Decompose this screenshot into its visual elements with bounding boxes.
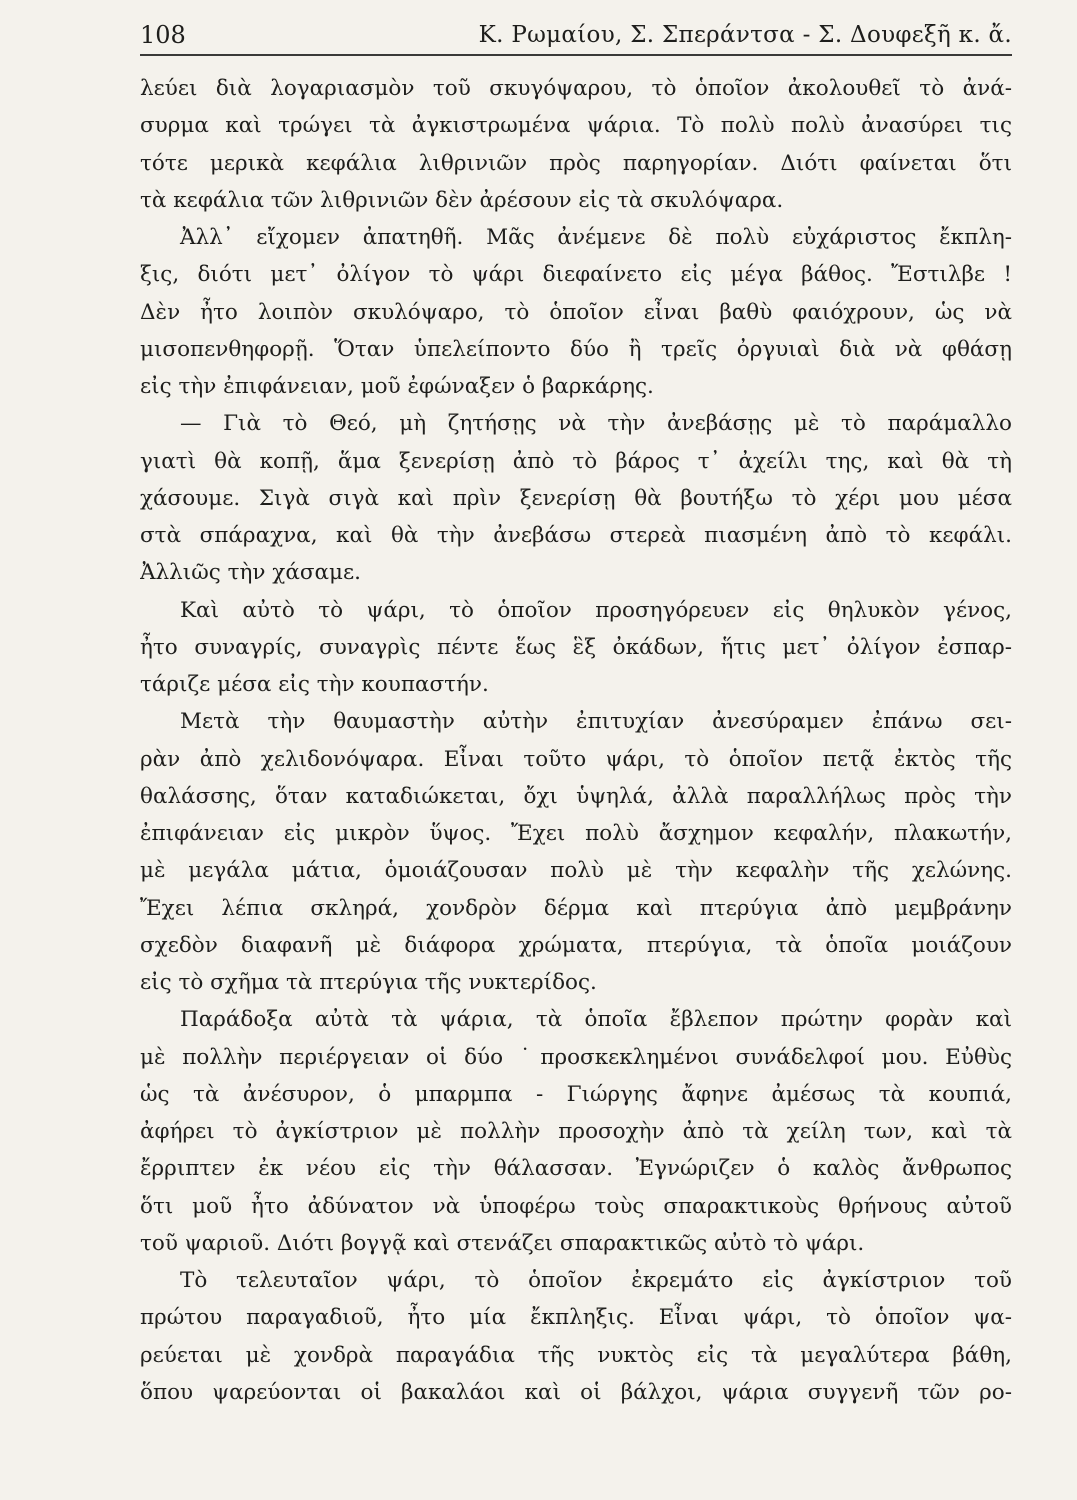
text-line: Ἀλλ᾽ εἴχομεν ἀπατηθῆ. Μᾶς ἀνέμενε δὲ πολὺ εὐχάριστος ἔκπλη- — [180, 225, 1012, 250]
text-line: τὰ κεφάλια τῶν λιθρινιῶν δὲν ἀρέσουν εἰς τὰ σκυλόψαρα. — [140, 187, 784, 213]
text-line: Παράδοξα αὐτὰ τὰ ψάρια, τὰ ὁποῖα ἔβλεπον πρώτην φορὰν καὶ — [180, 1007, 1012, 1033]
text-line: πρώτου παραγαδιοῦ, ἦτο μία ἔκπληξις. Εἶναι ψάρι, τὸ ὁποῖον ψα- — [140, 1305, 1012, 1331]
text-line: γιατὶ θὰ κοπῇ, ἅμα ξενερίσῃ ἀπὸ τὸ βάρος τ᾽ ἀχείλι της, καὶ θὰ τὴ — [140, 448, 1012, 474]
text-line: συρμα καὶ τρώγει τὰ ἀγκιστρωμένα ψάρια. Τὸ πολὺ πολὺ ἀνασύρει τις — [140, 113, 1012, 139]
text-line: εἰς τὸ σχῆμα τὰ πτερύγια τῆς νυκτερίδος. — [140, 970, 597, 995]
text-line: τάριζε μέσα εἰς τὴν κουπαστήν. — [140, 672, 489, 697]
text-line: ἐπιφάνειαν εἰς μικρὸν ὕψος. Ἔχει πολὺ ἄσχημον κεφαλήν, πλακωτήν, — [140, 821, 1012, 846]
text-line: μὲ πολλὴν περιέργειαν οἱ δύο ˙προσκεκλημένοι συνάδελφοί μου. Εὐθὺς — [140, 1044, 1012, 1070]
text-line: ὅτι μοῦ ἦτο ἀδύνατον νὰ ὑποφέρω τοὺς σπαρακτικοὺς θρήνους αὐτοῦ — [140, 1193, 1012, 1219]
text-line: ὅπου ψαρεύονται οἱ βακαλάοι καὶ οἱ βάλχοι, ψάρια συγγενῆ τῶν ρο- — [140, 1379, 1012, 1405]
text-line: εἰς τὴν ἐπιφάνειαν, μοῦ ἐφώναξεν ὁ βαρκάρης. — [140, 374, 654, 399]
running-head — [140, 14, 1012, 56]
text-line: ὡς τὰ ἀνέσυρον, ὁ μπαρμπα - Γιώργης ἄφηνε ἀμέσως τὰ κουπιά, — [140, 1081, 1012, 1107]
text-line: Καὶ αὐτὸ τὸ ψάρι, τὸ ὁποῖον προσηγόρευεν εἰς θηλυκὸν γένος, — [180, 597, 1012, 623]
text-line: — Γιὰ τὸ Θεό, μὴ ζητήσῃς νὰ τὴν ἀνεβάσῃς μὲ τὸ παράμαλλο — [180, 411, 1012, 437]
text-line: χάσουμε. Σιγὰ σιγὰ καὶ πρὶν ξενερίσῃ θὰ βουτήξω τὸ χέρι μου μέσα — [140, 485, 1012, 511]
text-line: ρεύεται μὲ χονδρὰ παραγάδια τῆς νυκτὸς εἰς τὰ μεγαλύτερα βάθη, — [140, 1342, 1012, 1368]
text-line: σχεδὸν διαφανῆ μὲ διάφορα χρώματα, πτερύγια, τὰ ὁποῖα μοιάζουν — [140, 932, 1012, 958]
body-text — [140, 70, 1012, 1411]
text-line: λεύει διὰ λογαριασμὸν τοῦ σκυγόψαρου, τὸ ὁποῖον ἀκολουθεῖ τὸ ἀνά- — [140, 76, 1012, 101]
text-line: Δὲν ἦτο λοιπὸν σκυλόψαρο, τὸ ὁποῖον εἶναι βαθὺ φαιόχρουν, ὡς νὰ — [140, 299, 1012, 325]
text-line: Ἔχει λέπια σκληρά, χονδρὸν δέρμα καὶ πτερύγια ἀπὸ μεμβράνην — [140, 895, 1012, 921]
text-line: Μετὰ τὴν θαυμαστὴν αὐτὴν ἐπιτυχίαν ἀνεσύραμεν ἐπάνω σει- — [180, 709, 1012, 735]
text-line: Ἀλλιῶς τὴν χάσαμε. — [140, 560, 361, 586]
text-line: τότε μερικὰ κεφάλια λιθρινιῶν πρὸς παρηγορίαν. Διότι φαίνεται ὅτι — [140, 150, 1012, 176]
text-line: Τὸ τελευταῖον ψάρι, τὸ ὁποῖον ἐκρεμάτο εἰς ἀγκίστριον τοῦ — [180, 1268, 1012, 1293]
text-line: μὲ μεγάλα μάτια, ὁμοιάζουσαν πολὺ μὲ τὴν κεφαλὴν τῆς χελώνης. — [140, 858, 1012, 884]
page-number: 108 — [140, 21, 186, 49]
text-line: στὰ σπάραχνα, καὶ θὰ τὴν ἀνεβάσω στερεὰ πιασμένη ἀπὸ τὸ κεφάλι. — [140, 523, 1012, 548]
text-line: ξις, διότι μετ᾽ ὀλίγον τὸ ψάρι διεφαίνετο εἰς μέγα βάθος. Ἔστιλβε ! — [140, 262, 1012, 288]
text-line: μισοπενθηφορῇ. Ὅταν ὑπελείποντο δύο ἢ τρεῖς ὀργυιαὶ διὰ νὰ φθάσῃ — [140, 336, 1012, 362]
text-line: ἦτο συναγρίς, συναγρὶς πέντε ἕως ἓξ ὀκάδων, ἥτις μετ᾽ ὀλίγον ἐσπαρ- — [140, 634, 1012, 660]
text-line: θαλάσσης, ὅταν καταδιώκεται, ὄχι ὑψηλά, ἀλλὰ παραλλήλως πρὸς τὴν — [140, 783, 1012, 809]
text-line: ἔρριπτεν ἐκ νέου εἰς τὴν θάλασσαν. Ἐγνώριζεν ὁ καλὸς ἄνθρωπος — [140, 1156, 1012, 1182]
text-line: ἀφήρει τὸ ἀγκίστριον μὲ πολλὴν προσοχὴν ἀπὸ τὰ χείλη των, καὶ τὰ — [140, 1119, 1012, 1144]
running-title: Κ. Ρωμαίου, Σ. Σπεράντσα - Σ. Δουφεξῆ κ. ἄ. — [478, 22, 1012, 48]
text-line: τοῦ ψαριοῦ. Διότι βογγᾷ καὶ στενάζει σπαρακτικῶς αὐτὸ τὸ ψάρι. — [140, 1230, 865, 1256]
text-line: ρὰν ἀπὸ χελιδονόψαρα. Εἶναι τοῦτο ψάρι, τὸ ὁποῖον πετᾷ ἐκτὸς τῆς — [140, 746, 1012, 772]
